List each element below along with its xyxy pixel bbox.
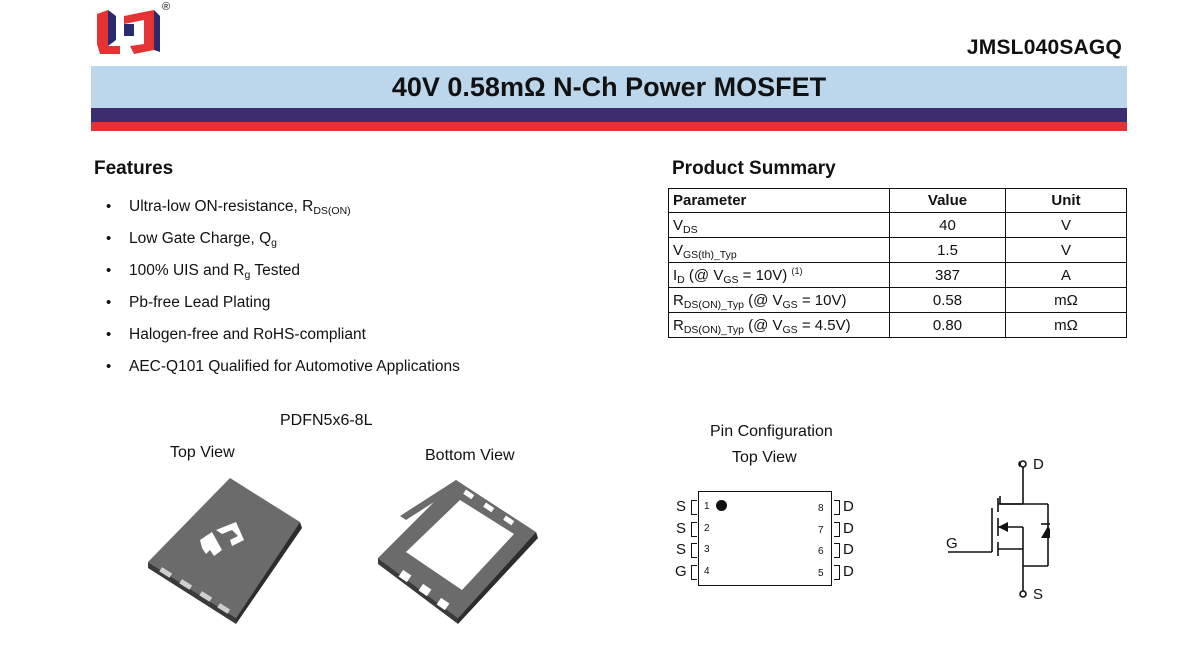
- unit-cell: V: [1006, 238, 1127, 263]
- pin-lead: [834, 543, 840, 558]
- pin-number: 4: [704, 566, 710, 577]
- table-row: [669, 313, 1127, 338]
- document-title: 40V 0.58mΩ N-Ch Power MOSFET: [391, 72, 827, 102]
- pin-lead: [834, 565, 840, 580]
- parameter-cell: $V_{GS(th)\_Typ}$: [669, 238, 890, 263]
- table-row: [669, 238, 1127, 263]
- column-header: Parameter: [669, 189, 890, 213]
- pin-lead: [691, 500, 697, 515]
- top-view-label: Top View: [170, 444, 235, 461]
- parameter-cell: $R_{DS(ON)\_Typ}$ (@ $V_{GS} = 4.5V$): [669, 313, 890, 338]
- company-logo: [94, 6, 176, 60]
- features-heading: Features: [94, 158, 174, 179]
- package-bottom-view-image: [372, 476, 542, 626]
- parameter-cell: $V_{DS}$: [669, 213, 890, 238]
- registered-mark: ®: [162, 1, 171, 13]
- pin-label: D: [843, 563, 854, 580]
- pin-lead: [691, 543, 697, 558]
- pin1-dot: [716, 500, 727, 511]
- pin-label: D: [843, 541, 854, 558]
- title-band-purple: [91, 108, 1127, 122]
- bottom-view-label: Bottom View: [425, 447, 515, 464]
- pin-config-heading: Pin Configuration: [710, 423, 833, 440]
- table-row: [669, 213, 1127, 238]
- list-item: • Pb-free Lead Plating: [106, 289, 460, 321]
- pin-label: D: [843, 498, 854, 515]
- summary-heading: Product Summary: [672, 158, 836, 179]
- pin-number: 3: [704, 544, 710, 555]
- table-header-row: [669, 189, 1127, 213]
- pin-lead: [834, 522, 840, 537]
- column-header: Value: [890, 189, 1006, 213]
- pin-label: S: [676, 498, 687, 515]
- unit-cell: mΩ: [1006, 313, 1127, 338]
- pin-number: 6: [818, 546, 824, 557]
- value-cell: 0.80: [890, 313, 1006, 338]
- source-label: S: [1033, 586, 1044, 603]
- pin-number: 1: [704, 501, 710, 512]
- pin-number: 7: [818, 525, 824, 536]
- pin-number: 5: [818, 568, 824, 579]
- pin-label: S: [676, 520, 687, 537]
- drain-label: D: [1033, 456, 1044, 473]
- column-header: Unit: [1006, 189, 1127, 213]
- list-item: • Ultra-low ON-resistance, $R_{DS(ON)}$: [106, 193, 460, 225]
- part-number: JMSL040SAGQ: [966, 36, 1122, 59]
- parameter-cell: $R_{DS(ON)\_Typ}$ (@ $V_{GS} = 10V$): [669, 288, 890, 313]
- list-item: • 100% UIS and $R_g$ Tested: [106, 257, 460, 289]
- package-name: PDFN5x6-8L: [280, 412, 373, 429]
- package-top-view-image: [140, 470, 315, 625]
- pin-lead: [691, 522, 697, 537]
- value-cell: 0.58: [890, 288, 1006, 313]
- parameter-cell: $I_D$ (@ $V_{GS} = 10V$) $^{(1)}$: [669, 263, 890, 288]
- unit-cell: A: [1006, 263, 1127, 288]
- pin-label: S: [676, 541, 687, 558]
- title-band-red: [91, 122, 1127, 131]
- table-row: [669, 263, 1127, 288]
- unit-cell: mΩ: [1006, 288, 1127, 313]
- gate-label: G: [946, 535, 958, 552]
- pin-lead: [691, 565, 697, 580]
- list-item: • AEC-Q101 Qualified for Automotive Applications: [106, 353, 460, 385]
- pin-number: 8: [818, 503, 824, 514]
- pin-label: G: [675, 563, 687, 580]
- value-cell: 40: [890, 213, 1006, 238]
- pin-config-subheading: Top View: [732, 449, 797, 466]
- table-row: [669, 288, 1127, 313]
- pin-number: 2: [704, 523, 710, 534]
- list-item: • Low Gate Charge, $Q_g$: [106, 225, 460, 257]
- features-list: [106, 193, 460, 385]
- mosfet-schematic: [940, 456, 1050, 604]
- pin-label: D: [843, 520, 854, 537]
- pin-lead: [834, 500, 840, 515]
- list-item: • Halogen-free and RoHS-compliant: [106, 321, 460, 353]
- unit-cell: V: [1006, 213, 1127, 238]
- value-cell: 1.5: [890, 238, 1006, 263]
- summary-table: [668, 188, 1127, 338]
- value-cell: 387: [890, 263, 1006, 288]
